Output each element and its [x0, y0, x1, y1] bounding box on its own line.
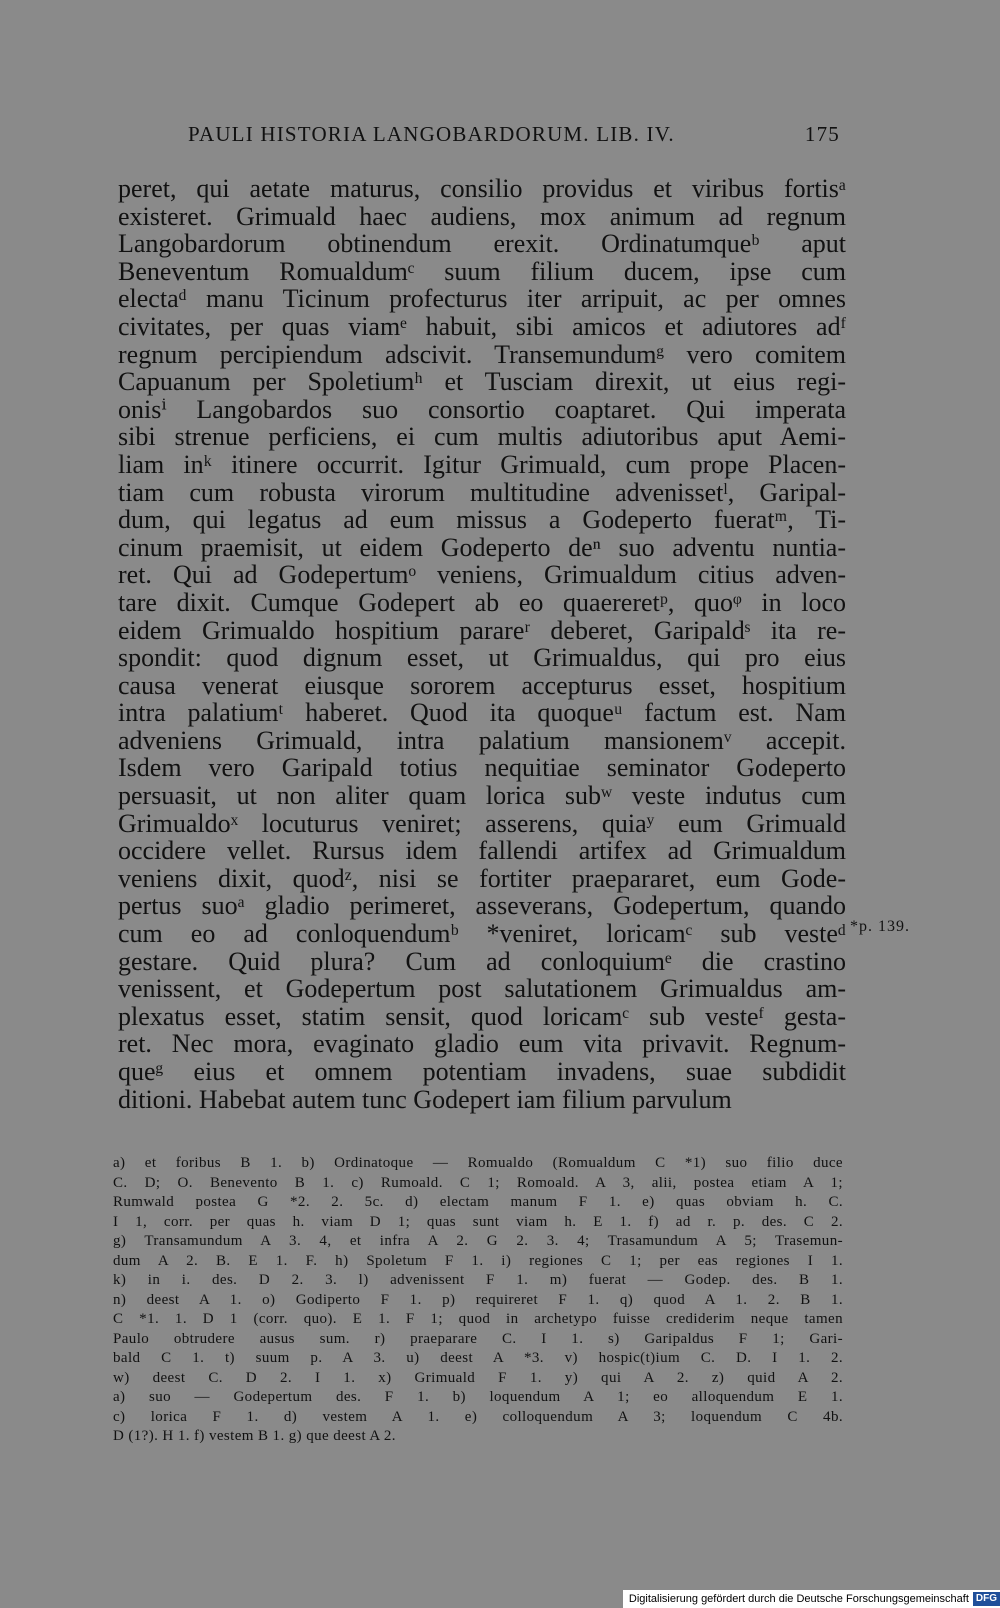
text-line: ret. Nec mora, evaginato gladio eum vita privavit. Regnum- — [118, 1029, 846, 1059]
text-line: peret, qui aetate maturus, consilio providus et viribus fortisᵃ — [118, 174, 846, 203]
text-line: plexatus esset, statim sensit, quod loricamᶜ sub vesteᶠ gesta- — [118, 1001, 846, 1031]
footnote-line: a) suo — Godepertum des. F 1. b) loquendum A 1; eo alloquendum E 1. — [113, 1389, 843, 1405]
dfg-logo: DFG — [973, 1592, 1000, 1606]
text-line: cinum praemisit, ut eidem Godeperto deⁿ suo adventu nuntia- — [118, 532, 846, 562]
footnote-line: c) lorica F 1. d) vestem A 1. e) colloquendum A 3; loquendum C 4b. — [113, 1408, 843, 1425]
running-title: PAULI HISTORIA LANGOBARDORUM. LIB. IV. — [188, 122, 675, 146]
page-number: 175 — [804, 122, 840, 146]
text-line: civitates, per quas viamᵉ habuit, sibi amicos et adiutores adᶠ — [118, 311, 846, 341]
footnote-line: k) in i. des. D 2. 3. l) advenissent F 1. m) fuerat — Godep. des. B 1. — [113, 1272, 843, 1288]
footnote-line: Paulo obtrudere ausus sum. r) praeparare C. I 1. s) Garipaldus F 1; Gari- — [113, 1330, 843, 1347]
footnote-line: a) et foribus B 1. b) Ordinatoque — Romualdo (Romualdum C *1) suo filio duce — [113, 1155, 843, 1171]
text-line: dum, qui legatus ad eum missus a Godeperto fueratᵐ, Ti- — [118, 505, 846, 535]
running-header — [118, 118, 840, 152]
footnote-line: dum A 2. B. E 1. F. h) Spoletum F 1. i) regiones C 1; per eas regiones I 1. — [113, 1252, 843, 1269]
footnote-line: Rumwald postea G *2. 2. 5c. d) electam manum F 1. e) quas obviam h. C. — [113, 1194, 843, 1210]
text-line: intra palatiumᵗ haberet. Quod ita quoqueᵘ factum est. Nam — [118, 698, 846, 728]
text-line: onisⁱ Langobardos suo consortio coaptaret. Qui imperata — [118, 394, 846, 424]
text-line: eidem Grimualdo hospitium parareʳ deberet, Garipaldˢ ita re- — [118, 615, 846, 645]
text-line: adveniens Grimuald, intra palatium mansionemᵛ accepit. — [118, 725, 846, 755]
footnote-line: I 1, corr. per quas h. viam D 1; quas sunt viam h. E 1. f) ad r. p. des. C 2. — [113, 1213, 843, 1230]
text-line: tiam cum robusta virorum multitudine advenissetˡ, Garipal- — [118, 477, 846, 507]
text-line: sibi strenue perficiens, ei cum multis adiutoribus aput Aemi- — [118, 422, 846, 452]
text-line: tare dixit. Cumque Godepert ab eo quaereretᵖ, quoᵠ in loco — [118, 587, 846, 617]
text-line: ditioni. Habebat autem tunc Godepert iam filium parvulum — [118, 1084, 732, 1114]
digitization-credit — [623, 1590, 1000, 1608]
text-line: Grimualdoˣ locuturus veniret; asserens, quiaʸ eum Grimuald — [118, 808, 846, 838]
text-line: Capuanum per Spoletiumʰ et Tusciam direxit, ut eius regi- — [118, 367, 846, 397]
text-line: pertus suoᵃ gladio perimeret, asseverans, Godepertum, quando — [118, 891, 846, 921]
text-line: queᵍ eius et omnem potentiam invadens, suae subdidit — [118, 1057, 846, 1086]
credit-text: Digitalisierung gefördert durch die Deutsche Forschungsgemeinschaft — [628, 1593, 969, 1605]
text-line: veniens dixit, quodᶻ, nisi se fortiter praepararet, eum Gode- — [118, 863, 846, 893]
footnote-line: g) Transamundum A 3. 4, et infra A 2. G 2. 3. 4; Trasamundum A 5; Trasemun- — [113, 1233, 843, 1249]
text-line: existeret. Grimuald haec audiens, mox animum ad regnum — [118, 201, 846, 231]
text-line: spondit: quod dignum esset, ut Grimualdus, qui pro eius — [118, 643, 846, 673]
footnote-line: D (1?). H 1. f) vestem B 1. g) que deest A 2. — [113, 1428, 396, 1444]
text-line: electaᵈ manu Ticinum profecturus iter arripuit, ac per omnes — [118, 284, 846, 314]
text-line: gestare. Quid plura? Cum ad conloquiumᵉ die crastino — [118, 946, 846, 976]
text-line: occidere vellet. Rursus idem fallendi artifex ad Grimualdum — [118, 836, 846, 866]
margin-page-reference: *p. 139. — [850, 918, 910, 935]
text-line: Isdem vero Garipald totius nequitiae seminator Godeperto — [118, 753, 846, 783]
text-line: liam inᵏ itinere occurrit. Igitur Grimuald, cum prope Placen- — [118, 449, 846, 479]
text-line: ret. Qui ad Godepertumᵒ veniens, Grimualdum citius adven- — [118, 560, 846, 590]
text-line: Langobardorum obtinendum erexit. Ordinatumqueᵇ aput — [118, 229, 846, 259]
text-line: regnum percipiendum adscivit. Transemundumᵍ vero comitem — [118, 339, 846, 369]
footnote-line: C. D; O. Benevento B 1. c) Rumoald. C 1; Romoald. A 3, alii, postea etiam A 1; — [113, 1174, 843, 1191]
footnote-line: n) deest A 1. o) Godiperto F 1. p) requireret F 1. q) quod A 1. 2. B 1. — [113, 1291, 843, 1308]
text-line: causa venerat eiusque sororem accepturus esset, hospitium — [118, 670, 846, 700]
footnotes — [113, 1154, 843, 1447]
main-text — [118, 175, 846, 1113]
text-line: persuasit, ut non aliter quam lorica subʷ veste indutus cum — [118, 781, 846, 811]
footnote-line: C *1. 1. D 1 (corr. quo). E 1. F 1; quod in archetypo fuisse crediderim neque tamen — [113, 1311, 843, 1327]
footnote-line: bald C 1. t) suum p. A 3. u) deest A *3. v) hospic(t)ium C. D. I 1. 2. — [113, 1350, 843, 1366]
text-line: cum eo ad conloquendumᵇ *veniret, loricamᶜ sub vesteᵈ — [118, 919, 846, 949]
text-line: venissent, et Godepertum post salutationem Grimualdus am- — [118, 974, 846, 1004]
text-line: Beneventum Romualdumᶜ suum filium ducem, ipse cum — [118, 256, 846, 286]
footnote-line: w) deest C. D 2. I 1. x) Grimuald F 1. y) qui A 2. z) quid A 2. — [113, 1369, 843, 1386]
